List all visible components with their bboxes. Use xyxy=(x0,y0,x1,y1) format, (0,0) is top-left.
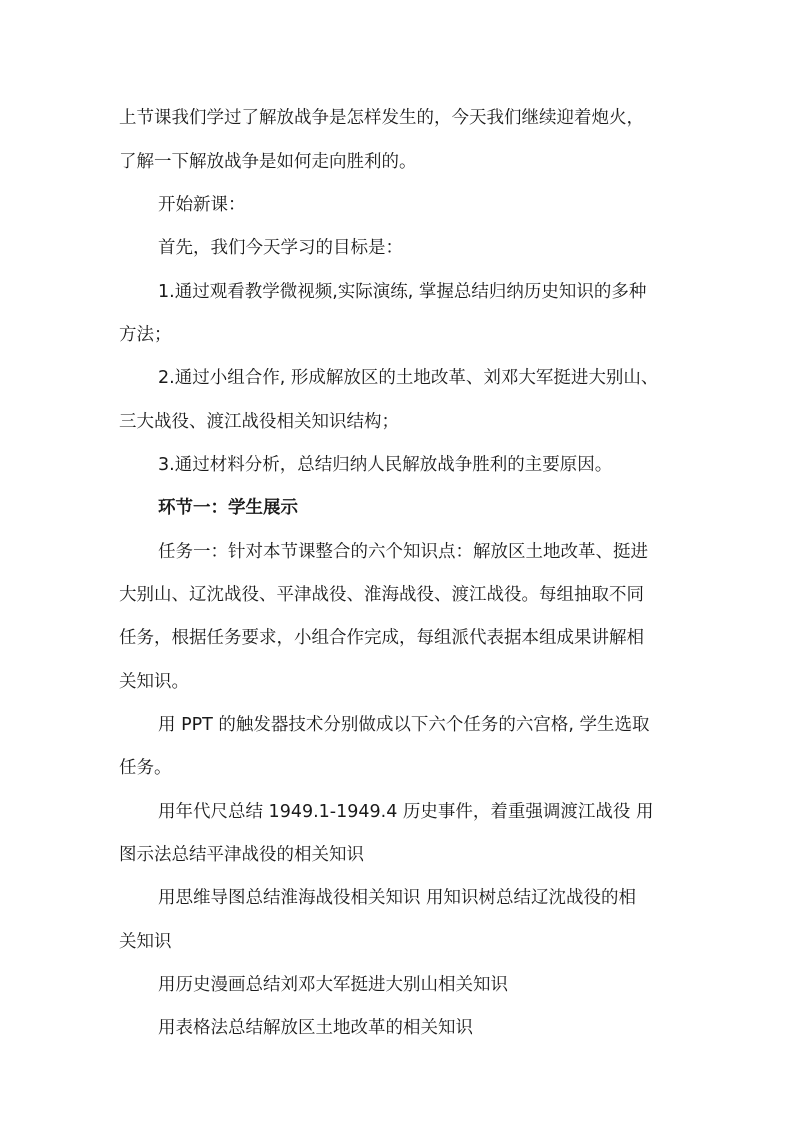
paragraph-intro-line-2: 了解一下解放战争是如何走向胜利的。 xyxy=(119,152,417,172)
section-heading-student-presentation: 环节一：学生展示 xyxy=(158,498,298,518)
task-1-line-1: 任务一：针对本节课整合的六个知识点：解放区土地改革、挺进 xyxy=(158,542,648,562)
objective-3: 3.通过材料分析，总结归纳人民解放战争胜利的主要原因。 xyxy=(158,455,613,475)
task-1-line-2: 大别山、辽沈战役、平津战役、淮海战役、渡江战役。每组抽取不同 xyxy=(119,585,644,605)
ppt-paragraph-line-1: 用 PPT 的触发器技术分别做成以下六个任务的六宫格, 学生选取 xyxy=(158,715,650,735)
objective-2-line-1: 2.通过小组合作, 形成解放区的土地改革、刘邓大军挺进大别山、 xyxy=(158,368,659,388)
ppt-paragraph-line-2: 任务。 xyxy=(119,758,172,778)
paragraph-intro-line-1: 上节课我们学过了解放战争是怎样发生的，今天我们继续迎着炮火， xyxy=(119,108,644,128)
task-1-line-3: 任务，根据任务要求，小组合作完成，每组派代表据本组成果讲解相 xyxy=(119,628,644,648)
new-lesson-heading: 开始新课： xyxy=(158,195,246,215)
method-table: 用表格法总结解放区土地改革的相关知识 xyxy=(158,1018,473,1038)
objective-1-line-2: 方法； xyxy=(119,325,172,345)
method-timeline-line-2: 图示法总结平津战役的相关知识 xyxy=(119,845,364,865)
objectives-intro: 首先，我们今天学习的目标是： xyxy=(158,238,403,258)
method-mindmap-line-2: 关知识 xyxy=(119,932,172,952)
objective-2-line-2: 三大战役、渡江战役相关知识结构； xyxy=(119,412,399,432)
method-mindmap-line-1: 用思维导图总结淮海战役相关知识 用知识树总结辽沈战役的相 xyxy=(158,888,637,908)
task-1-line-4: 关知识。 xyxy=(119,672,189,692)
method-timeline-line-1: 用年代尺总结 1949.1-1949.4 历史事件，着重强调渡江战役 用 xyxy=(158,802,654,822)
method-comic: 用历史漫画总结刘邓大军挺进大别山相关知识 xyxy=(158,975,508,995)
objective-1-line-1: 1.通过观看教学微视频,实际演练, 掌握总结归纳历史知识的多种 xyxy=(158,282,647,302)
